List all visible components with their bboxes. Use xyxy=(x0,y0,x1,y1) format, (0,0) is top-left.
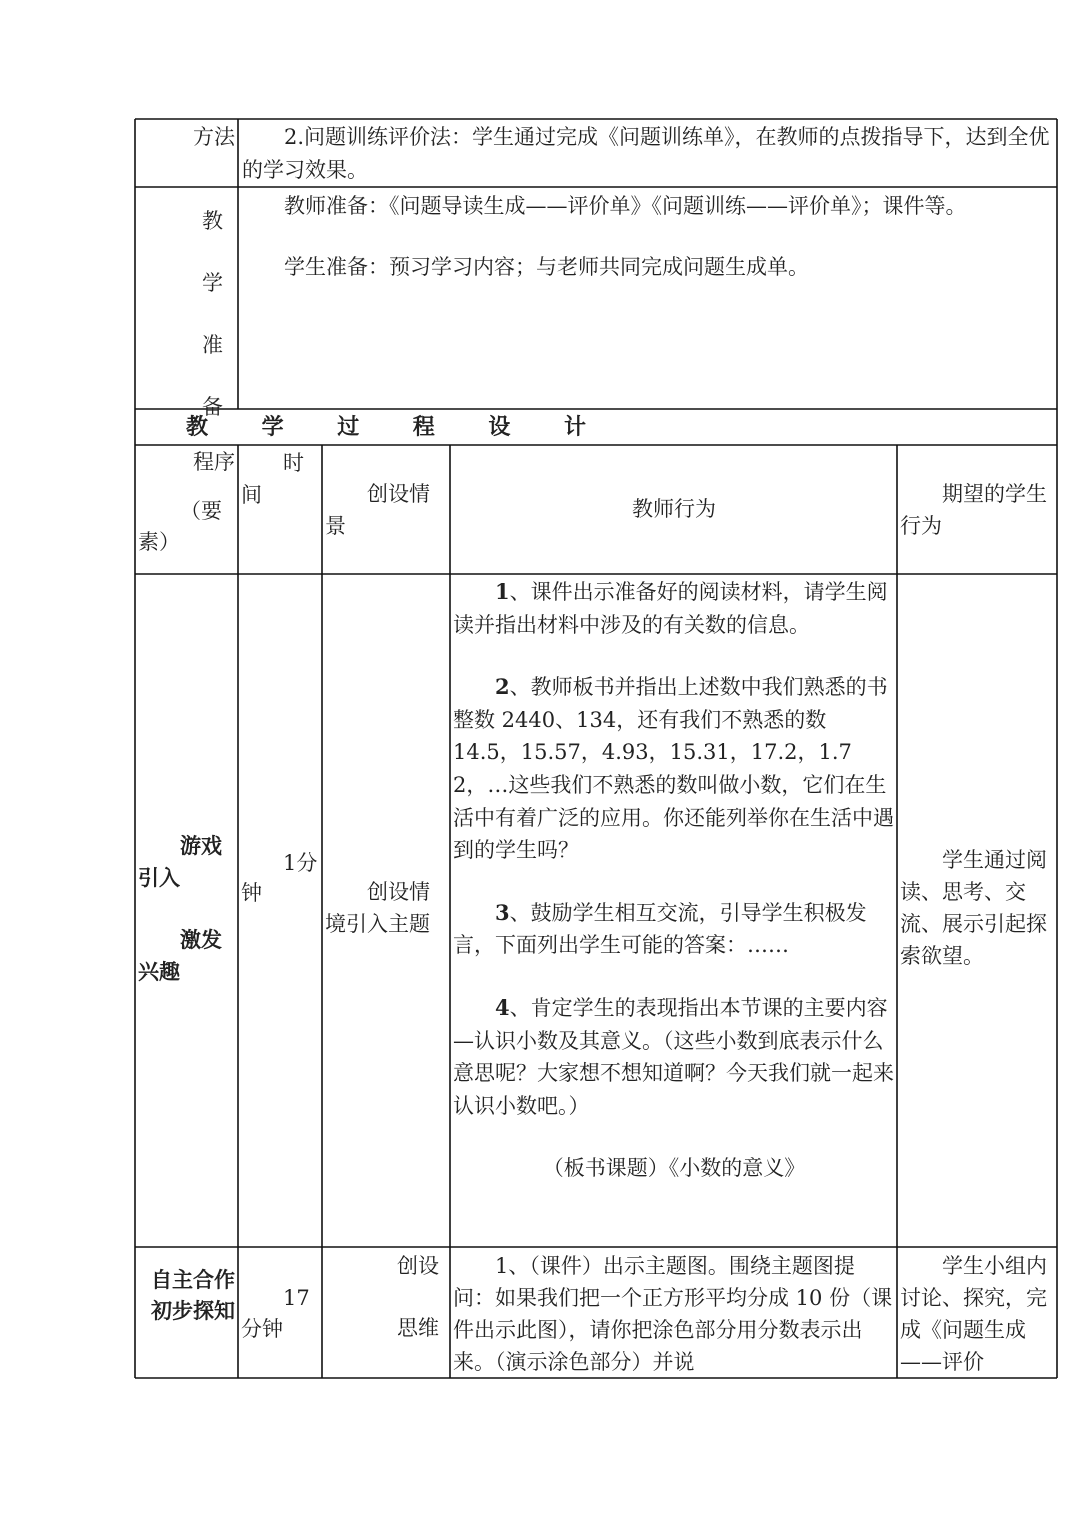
process-title-char: 过 xyxy=(337,413,360,440)
row2-student-cell xyxy=(898,1250,1056,1376)
row1-time-cell xyxy=(239,848,321,908)
row1-teacher-cell xyxy=(451,576,897,1185)
method-label: 方法 xyxy=(193,125,235,149)
row1-teacher-item-2-cont: 14.5，15.57，4.93，15.31，17.2，1.72，…这些我们不熟悉的数叫做小数，它们在生活中有着广泛的应用。你还能列举你在生活中遇到的学生吗？ xyxy=(453,740,894,863)
header-student-action: 期望的学生行为 xyxy=(900,482,1047,538)
header-scene: 创设情景 xyxy=(325,482,430,538)
row1-program-2: 激发兴趣 xyxy=(138,927,222,984)
process-title-char: 计 xyxy=(563,413,586,440)
row1-student: 学生通过阅读、思考、交流、展示引起探索欲望。 xyxy=(900,848,1047,968)
row2-teacher-cell xyxy=(451,1250,897,1376)
row2-time-cell xyxy=(239,1283,321,1345)
row1-teacher-item-4: 4、肯定学生的表现指出本节课的主要内容—认识小数及其意义。（这些小数到底表示什么意思呢？大家想不想知道啊？今天我们就一起来认识小数吧。） xyxy=(453,994,894,1118)
student-prep: 学生准备：预习学习内容；与老师共同完成问题生成单。 xyxy=(284,255,809,279)
teacher-prep: 教师准备：《问题导读生成——评价单》《问题训练——评价单》；课件等。 xyxy=(284,194,967,218)
header-program-cell xyxy=(136,447,237,558)
row1-scene-cell xyxy=(323,876,449,940)
prep-label-char: 学 xyxy=(202,271,223,295)
method-label-cell xyxy=(136,121,237,154)
header-student-cell xyxy=(898,478,1056,542)
row1-time: 1分钟 xyxy=(241,851,318,905)
header-scene-cell xyxy=(323,478,449,542)
row1-teacher-item-3: 3、鼓励学生相互交流，引导学生积极发言，下面列出学生可能的答案：…… xyxy=(453,899,867,958)
row2-scene-1: 创设 xyxy=(397,1254,439,1278)
header-time: 时间 xyxy=(241,451,304,507)
method-text: 2.问题训练评价法：学生通过完成《问题训练单》，在教师的点拨指导下，达到全优的学习效果。 xyxy=(242,125,1050,182)
row2-time: 17分钟 xyxy=(241,1286,310,1341)
row2-program: 自主合作初步探知 xyxy=(151,1267,235,1323)
header-program-1: 程序 xyxy=(193,450,235,474)
process-title-char: 学 xyxy=(261,413,284,440)
method-text-cell xyxy=(240,121,1056,187)
process-title xyxy=(186,410,586,444)
header-teacher-action: 教师行为 xyxy=(632,497,716,521)
row2-teacher: 1、（课件）出示主题图。围绕主题图提问：如果我们把一个正方形平均分成 10 份（课件出示此图），请你把涂色部分用分数表示出来。（演示涂色部分）并说 xyxy=(453,1254,893,1374)
prep-label-char: 备 xyxy=(202,395,223,419)
row2-student: 学生小组内讨论、探究，完成《问题生成——评价 xyxy=(900,1254,1047,1374)
row1-program-cell xyxy=(136,830,237,988)
prep-label-char: 准 xyxy=(202,333,223,357)
header-program-2: （要素） xyxy=(138,499,222,554)
row1-board-title: （板书课题）《小数的意义》 xyxy=(542,1156,806,1181)
prep-text-cell xyxy=(240,190,1056,284)
row2-program-cell xyxy=(136,1264,237,1326)
row1-scene: 创设情境引入主题 xyxy=(325,880,430,936)
row1-student-cell xyxy=(898,844,1056,972)
prep-label-char: 教 xyxy=(202,209,223,233)
process-title-char: 教 xyxy=(186,413,209,440)
row2-scene-cell xyxy=(323,1250,449,1344)
process-title-char: 设 xyxy=(488,413,511,440)
process-title-char: 程 xyxy=(412,413,435,440)
prep-label-cell xyxy=(136,190,237,438)
row1-program-1: 游戏引入 xyxy=(138,833,222,890)
header-teacher-cell xyxy=(451,493,897,526)
row2-scene-2: 思维 xyxy=(397,1316,439,1340)
header-time-cell xyxy=(239,447,321,511)
row1-teacher-item-2: 2、教师板书并指出上述数中我们熟悉的书整数 2440、134，还有我们不熟悉的数 xyxy=(453,674,888,732)
row1-teacher-item-1: 1、课件出示准备好的阅读材料，请学生阅读并指出材料中涉及的有关数的信息。 xyxy=(453,579,888,637)
